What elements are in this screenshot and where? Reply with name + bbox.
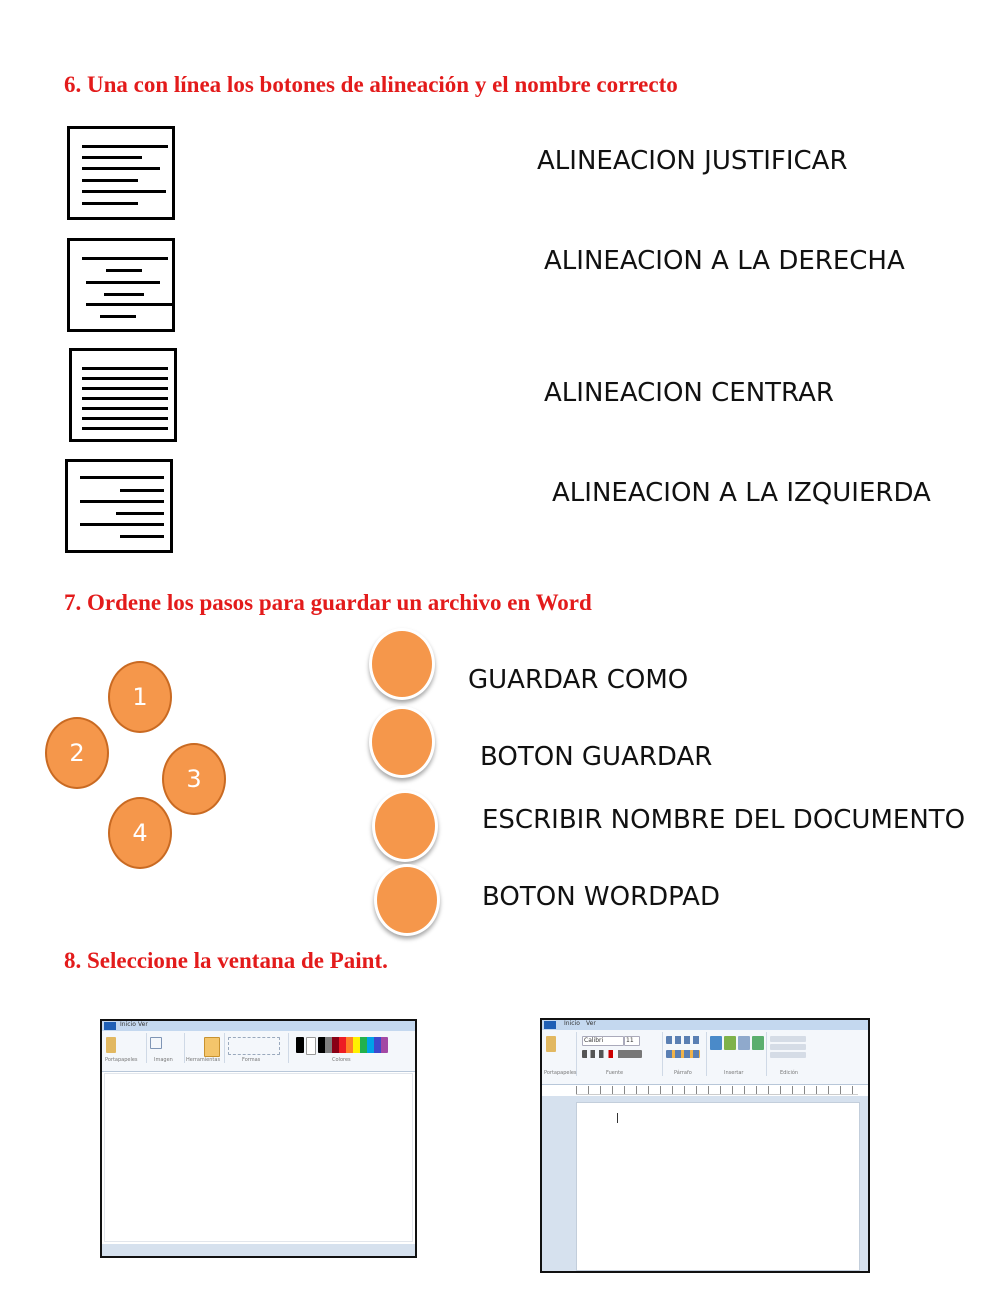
object-icon	[752, 1036, 764, 1050]
question-6-title: 6. Una con línea los botones de alineación y el nombre correcto	[64, 72, 678, 97]
paint-statusbar	[102, 1244, 415, 1256]
select-icon	[150, 1037, 162, 1049]
wordpad-ribbon: Portapapeles Calibri 11 Fuente Párrafo Insertar Edición	[542, 1030, 868, 1085]
paste-icon	[106, 1037, 116, 1053]
paint-window-option[interactable]	[100, 1019, 417, 1258]
find-icon	[770, 1036, 806, 1042]
wordpad-ruler	[576, 1086, 858, 1095]
step-wordpad-button: BOTON WORDPAD	[482, 882, 720, 912]
wordpad-page	[576, 1102, 860, 1271]
replace-icon	[770, 1044, 806, 1050]
wordpad-window-option[interactable]	[540, 1018, 870, 1273]
option-center[interactable]: ALINEACION CENTRAR	[544, 378, 834, 408]
drop-slot-3[interactable]	[372, 790, 438, 862]
step-save-button: BOTON GUARDAR	[480, 742, 713, 772]
align-left-button[interactable]	[67, 126, 175, 220]
paint-menu-icon	[104, 1022, 116, 1030]
paste-icon	[546, 1036, 556, 1052]
wordpad-workspace	[542, 1096, 868, 1271]
brush-icon	[204, 1037, 220, 1057]
paint-canvas	[104, 1073, 413, 1242]
align-right-button[interactable]	[65, 459, 173, 553]
format-icons	[582, 1050, 642, 1058]
paragraph-icons	[666, 1036, 700, 1044]
drop-slot-4[interactable]	[374, 864, 440, 936]
color1-icon	[296, 1037, 304, 1053]
wordpad-menu-icon	[544, 1021, 556, 1029]
palette-icon	[318, 1037, 388, 1053]
step-number-1[interactable]: 1	[108, 661, 172, 733]
paint-titlebar: Inicio Ver	[102, 1021, 415, 1031]
wordpad-titlebar: Inicio Ver	[542, 1020, 868, 1030]
option-justify[interactable]: ALINEACION JUSTIFICAR	[537, 146, 848, 176]
question-7-title: 7. Ordene los pasos para guardar un archivo en Word	[64, 590, 592, 615]
paint-ribbon: Portapapeles Imagen Herramientas Formas Colores	[102, 1031, 415, 1072]
step-number-4[interactable]: 4	[108, 797, 172, 869]
date-icon	[738, 1036, 750, 1050]
step-number-2[interactable]: 2	[45, 717, 109, 789]
drop-slot-2[interactable]	[369, 706, 435, 778]
text-cursor	[617, 1113, 618, 1123]
align-justify-button[interactable]	[69, 348, 177, 442]
select-all-icon	[770, 1052, 806, 1058]
paint-drawing-icon	[724, 1036, 736, 1050]
drop-slot-1[interactable]	[369, 628, 435, 700]
option-left[interactable]: ALINEACION A LA IZQUIERDA	[552, 478, 931, 508]
align-center-button[interactable]	[67, 238, 175, 332]
step-number-3[interactable]: 3	[162, 743, 226, 815]
step-write-name: ESCRIBIR NOMBRE DEL DOCUMENTO	[482, 805, 966, 835]
align-icons	[666, 1050, 700, 1058]
option-right[interactable]: ALINEACION A LA DERECHA	[544, 246, 905, 276]
question-8-title: 8. Seleccione la ventana de Paint.	[64, 948, 388, 973]
color2-icon	[306, 1037, 316, 1055]
shapes-icon	[228, 1037, 280, 1055]
image-icon	[710, 1036, 722, 1050]
step-save-as: GUARDAR COMO	[468, 665, 689, 695]
